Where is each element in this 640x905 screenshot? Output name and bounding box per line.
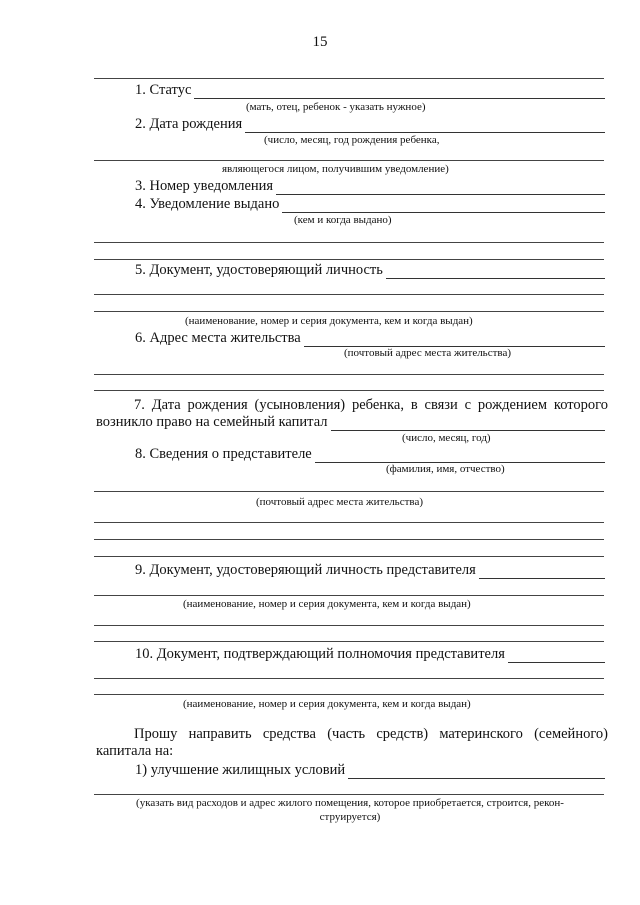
request-text — [96, 726, 608, 760]
status-label: 1. Статус — [135, 82, 192, 98]
rep-id-document-input-line[interactable] — [479, 565, 605, 579]
notice-issued-label: 4. Уведомление выдано — [135, 196, 280, 212]
id-document-line-2[interactable] — [94, 294, 604, 295]
representative-line-4[interactable] — [94, 539, 604, 540]
rep-id-document-field — [135, 562, 605, 579]
rep-authority-input-line[interactable] — [508, 649, 605, 663]
address-line-2[interactable] — [94, 374, 604, 375]
rep-authority-label: 10. Документ, подтверждающий полномочия представителя — [135, 646, 505, 662]
birth-date-field — [135, 116, 605, 133]
child-birth-label: возникло право на семейный капитал — [96, 414, 328, 430]
address-field — [135, 330, 605, 347]
address-line-3[interactable] — [94, 390, 604, 391]
page-number: 15 — [312, 34, 328, 50]
child-birth-input-line[interactable] — [331, 417, 606, 431]
notice-issued-field — [135, 196, 605, 213]
notice-issued-input-line[interactable] — [282, 199, 605, 213]
rep-authority-field — [135, 646, 605, 663]
child-birth-field — [96, 414, 605, 431]
rep-authority-hint: (наименование, номер и серия документа, кем и когда выдан) — [183, 698, 471, 710]
housing-hint: (указать вид расходов и адрес жилого помещения, которое приобретается, строится, рекон- — [136, 797, 564, 809]
address-input-line[interactable] — [304, 333, 605, 347]
rep-id-document-hint: (наименование, номер и серия документа, кем и когда выдан) — [183, 598, 471, 610]
birth-date-hint: (число, месяц, год рождения ребенка, — [264, 134, 440, 146]
housing-input-line[interactable] — [348, 765, 605, 779]
birth-date-input-line[interactable] — [245, 119, 605, 133]
status-input-line[interactable] — [194, 85, 605, 99]
status-field — [135, 82, 605, 99]
rep-authority-line-3[interactable] — [94, 694, 604, 695]
housing-field — [135, 762, 605, 779]
housing-line-2[interactable] — [94, 794, 604, 795]
rep-authority-line-2[interactable] — [94, 678, 604, 679]
representative-line-3[interactable] — [94, 522, 604, 523]
request-line-2: капитала на: — [96, 743, 174, 759]
rep-id-document-line-4[interactable] — [94, 641, 604, 642]
child-birth-line-1: 7. Дата рождения (усыновления) ребенка, в связи с рождением которого — [134, 397, 608, 413]
address-label: 6. Адрес места жительства — [135, 330, 301, 346]
housing-hint-2: струируется) — [319, 811, 381, 823]
child-birth-hint: (число, месяц, год) — [402, 432, 491, 444]
representative-line-5[interactable] — [94, 556, 604, 557]
request-line-1: Прошу направить средства (часть средств) материнского (семейного) — [134, 726, 608, 742]
notice-issued-hint: (кем и когда выдано) — [294, 214, 392, 226]
id-document-line-3[interactable] — [94, 311, 604, 312]
representative-hint: (фамилия, имя, отчество) — [386, 463, 505, 475]
representative-label: 8. Сведения о представителе — [135, 446, 312, 462]
id-document-label: 5. Документ, удостоверяющий личность — [135, 262, 383, 278]
notice-number-field — [135, 178, 605, 195]
notice-number-input-line[interactable] — [276, 181, 605, 195]
birth-date-label: 2. Дата рождения — [135, 116, 243, 132]
rep-id-document-line-2[interactable] — [94, 595, 604, 596]
rep-id-document-line-3[interactable] — [94, 625, 604, 626]
housing-label: 1) улучшение жилищных условий — [135, 762, 346, 778]
notice-issued-line-3[interactable] — [94, 259, 604, 260]
address-hint: (почтовый адрес места жительства) — [344, 347, 511, 359]
id-document-hint: (наименование, номер и серия документа, кем и когда выдан) — [185, 315, 473, 327]
representative-line-2[interactable] — [94, 491, 604, 492]
birth-date-line-2[interactable] — [94, 160, 604, 161]
id-document-input-line[interactable] — [386, 265, 605, 279]
birth-date-hint-2: являющегося лицом, получившим уведомление) — [222, 163, 449, 175]
status-hint: (мать, отец, ребенок - указать нужное) — [246, 101, 426, 113]
id-document-field — [135, 262, 605, 279]
child-birth-text — [96, 397, 608, 414]
blank-line-top — [94, 78, 604, 79]
representative-input-line[interactable] — [315, 449, 605, 463]
representative-hint-2: (почтовый адрес места жительства) — [256, 496, 423, 508]
representative-field — [135, 446, 605, 463]
notice-issued-line-2[interactable] — [94, 242, 604, 243]
rep-id-document-label: 9. Документ, удостоверяющий личность представителя — [135, 562, 476, 578]
notice-number-label: 3. Номер уведомления — [135, 178, 274, 194]
